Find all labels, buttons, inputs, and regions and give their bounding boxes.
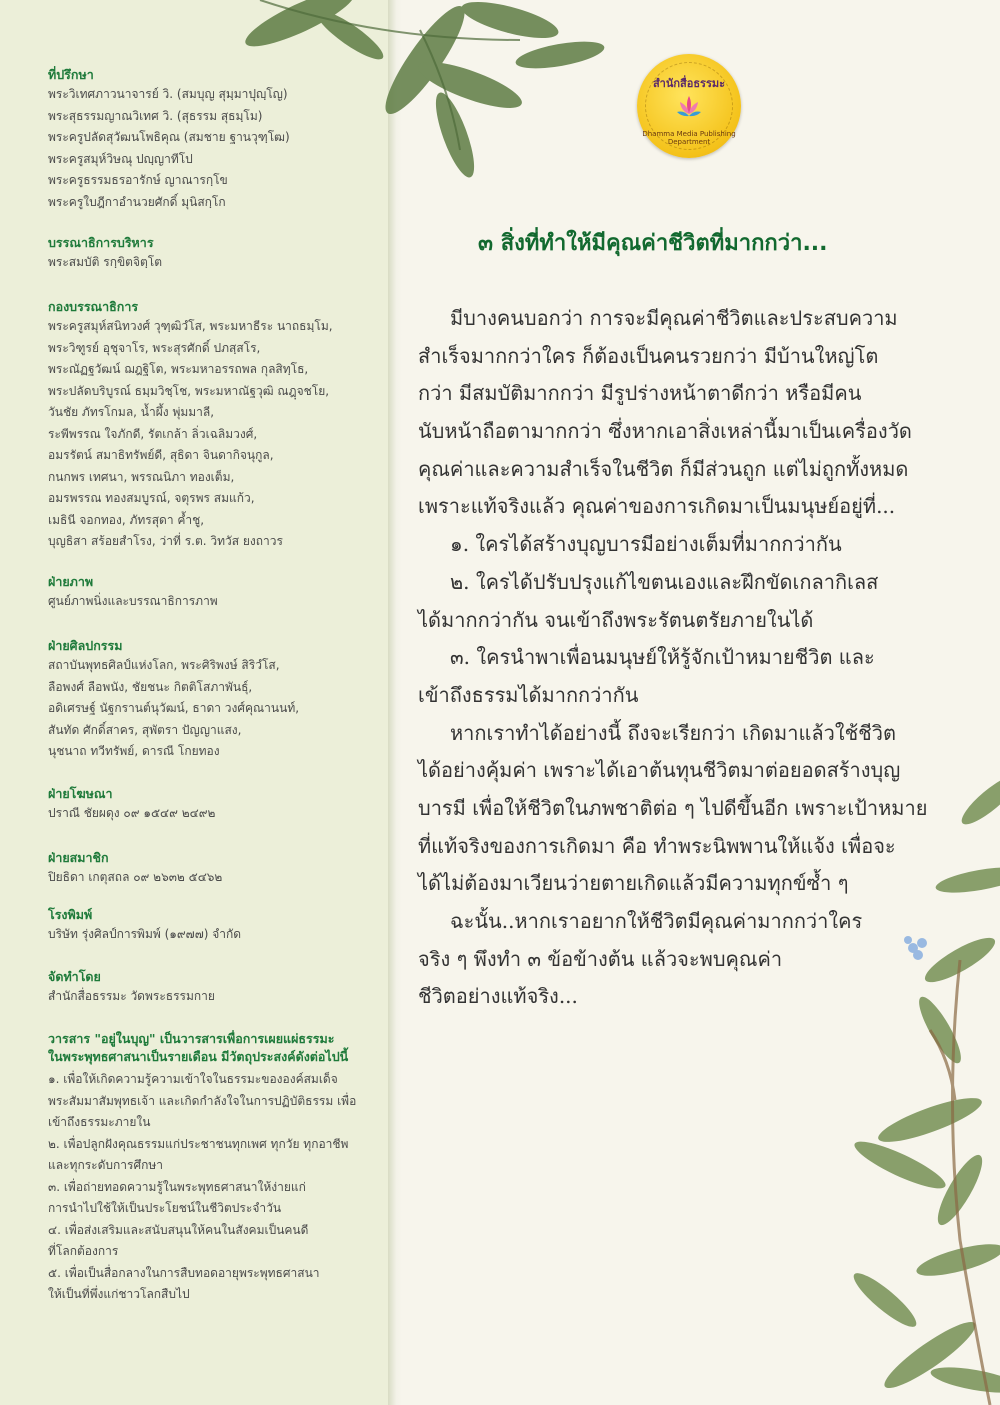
purpose-line: พระสัมมาสัมพุทธเจ้า และเกิดกำลังใจในการปฏิบัติธรรม เพื่อ <box>48 1093 357 1108</box>
publisher-heading: จัดทำโดย <box>48 969 101 984</box>
advisor-line: พระครูใบฎีกาอำนวยศักดิ์ มุนิสกฺโก <box>48 194 226 209</box>
article-line: กว่า มีสมบัติมากกว่า มีรูปร่างหน้าตาดีกว่า หรือมีคน <box>418 381 862 406</box>
article-title: ๓ สิ่งที่ทำให้มีคุณค่าชีวิตที่มากกว่า... <box>478 231 828 256</box>
editorial-line: พระวิฑูรย์ อุชุจาโร, พระสุรศักดิ์ ปภสฺสโร, <box>48 340 261 355</box>
article-line: จริง ๆ พึงทำ ๓ ข้อข้างต้น แล้วจะพบคุณค่า <box>418 946 783 971</box>
purpose-line: ๔. เพื่อส่งเสริมและสนับสนุนให้คนในสังคมเป็นคนดี <box>48 1222 309 1237</box>
purpose-line: ให้เป็นที่พึ่งแก่ชาวโลกสืบไป <box>48 1287 190 1301</box>
article-line: สำเร็จมากกว่าใคร ก็ต้องเป็นคนรวยกว่า มีบ้านใหญ่โต <box>418 343 879 368</box>
advisor-line: พระครูสมุห์วิษณุ ปญฺญาทีโป <box>48 151 193 166</box>
editorial-line: พระปลัดบริบูรณ์ ธมฺมวิชฺโช, พระมหาณัฐวุฒิ ณฎฺจชโย, <box>48 383 330 398</box>
art-line: สถาบันพุทธศิลป์แห่งโลก, พระศิริพงษ์ สิริวํโส, <box>48 658 280 672</box>
advisor-line: พระวิเทศภาวนาจารย์ วิ. (สมบุญ สุมฺมาปุญฺโญ) <box>48 87 288 101</box>
executive-editor-heading: บรรณาธิการบริหาร <box>48 235 154 250</box>
article-line: ชีวิตอย่างแท้จริง... <box>418 984 578 1009</box>
publisher-section <box>48 968 383 1008</box>
purpose-section <box>48 1030 383 1306</box>
purpose-line: ๕. เพื่อเป็นสื่อกลางในการสืบทอดอายุพระพุทธศาสนา <box>48 1265 320 1280</box>
ads-section <box>48 785 383 825</box>
article-line: บารมี เพื่อให้ชีวิตในภพชาติต่อ ๆ ไปดีขึ้นอีก เพราะเป้าหมาย <box>418 795 928 820</box>
purpose-line: ที่โลกต้องการ <box>48 1244 119 1258</box>
advisors-heading: ที่ปรึกษา <box>48 67 94 82</box>
art-line: สันทัด ศักดิ์สาคร, สุพัตรา ปัญญาแสง, <box>48 722 242 737</box>
editorial-line: อมรรัตน์ สมาธิทรัพย์ดี, สุธิดา จินดากิจนุกูล, <box>48 448 274 462</box>
purpose-line: ๓. เพื่อถ่ายทอดความรู้ในพระพุทธศาสนาให้ง่ายแก่ <box>48 1179 306 1194</box>
logo-bottom-text: Dhamma Media Publishing Department <box>642 130 736 146</box>
photo-line: ศูนย์ภาพนิ่งและบรรณาธิการภาพ <box>48 594 218 608</box>
article-line: นับหน้าถือตามากกว่า ซึ่งหากเอาสิ่งเหล่านี้มาเป็นเครื่องวัด <box>418 419 912 444</box>
article-list-item: ๑. ใครได้สร้างบุญบารมีอย่างเต็มที่มากกว่ากัน <box>450 532 842 557</box>
editorial-line: ระพีพรรณ ใจภักดี, รัตเกล้า ลิ่วเฉลิมวงศ์, <box>48 426 258 441</box>
logo-top-text: สำนักสื่อธรรมะ <box>652 77 726 90</box>
purpose-line: การนำไปใช้ให้เป็นประโยชน์ในชีวิตประจำวัน <box>48 1201 282 1215</box>
editorial-line: พระครูสมุห์สนิทวงศ์ วุฑฺฒิวํโส, พระมหาธีระ นาถธมฺโม, <box>48 319 333 333</box>
ads-line: ปราณี ชัยผดุง ๐๙ ๑๕๔๙ ๒๔๙๒ <box>48 806 216 820</box>
article-line: เข้าถึงธรรมได้มากกว่ากัน <box>418 682 639 707</box>
article-line: หากเราทำได้อย่างนี้ ถึงจะเรียกว่า เกิดมาแล้วใช้ชีวิต <box>450 720 896 745</box>
printer-heading: โรงพิมพ์ <box>48 907 93 922</box>
editorial-line: บุญธิสา สร้อยสำโรง, ว่าที่ ร.ต. วิทวัส ยงถาวร <box>48 534 283 548</box>
article-list-item: ๓. ใครนำพาเพื่อนมนุษย์ให้รู้จักเป้าหมายชีวิต และ <box>450 645 875 670</box>
article-line: เพราะแท้จริงแล้ว คุณค่าของการเกิดมาเป็นมนุษย์อยู่ที่... <box>418 494 896 519</box>
article-line: ได้อย่างคุ้มค่า เพราะได้เอาต้นทุนชีวิตมาต่อยอดสร้างบุญ <box>418 758 901 783</box>
lotus-icon <box>674 92 704 122</box>
members-section <box>48 849 383 889</box>
printer-line: บริษัท รุ่งศิลป์การพิมพ์ (๑๙๗๗) จำกัด <box>48 927 242 941</box>
article-line: ได้มากกว่ากัน จนเข้าถึงพระรัตนตรัยภายในได้ <box>418 607 814 632</box>
executive-editor-section <box>48 234 383 274</box>
members-heading: ฝ่ายสมาชิก <box>48 850 109 865</box>
art-heading: ฝ่ายศิลปกรรม <box>48 638 123 653</box>
art-line: นุชนาถ ทวีทรัพย์, ดารณี โกยทอง <box>48 744 220 758</box>
article-line: ได้ไม่ต้องมาเวียนว่ายตายเกิดแล้วมีความทุกข์ซ้ำ ๆ <box>418 871 849 896</box>
purpose-line: ๒. เพื่อปลูกฝังคุณธรรมแก่ประชาชนทุกเพศ ทุกวัย ทุกอาชีพ <box>48 1136 349 1151</box>
purpose-heading: วารสาร "อยู่ในบุญ" เป็นวารสารเพื่อการเผยแผ่ธรรมะ <box>48 1031 335 1046</box>
article-body <box>418 300 930 1016</box>
advisor-line: พระสุธรรมญาณวิเทศ วิ. (สุธรรม สุธมฺโม) <box>48 108 263 123</box>
printer-section <box>48 906 383 946</box>
art-line: อดิเศรษฐ์ นัฐกรานต์นุวัฒน์, ธาดา วงศ์คุณานนท์, <box>48 701 300 715</box>
advisors-section <box>48 66 383 213</box>
purpose-line: เข้าถึงธรรมะภายใน <box>48 1115 151 1129</box>
editorial-line: พระณัฏฐวัฒน์ ฌฎฐิโต, พระมหาอรรถพล กุลสิทฺโธ, <box>48 362 309 376</box>
article-line: ที่แท้จริงของการเกิดมา คือ ทำพระนิพพานให้แจ้ง เพื่อจะ <box>418 833 896 858</box>
article-list-item: ๒. ใครได้ปรับปรุงแก้ไขตนเองและฝึกขัดเกลากิเลส <box>450 569 879 594</box>
purpose-line: ๑. เพื่อให้เกิดความรู้ความเข้าใจในธรรมะขององค์สมเด็จ <box>48 1072 338 1086</box>
art-section <box>48 637 383 763</box>
advisor-line: พระครูปลัดสุวัฒนโพธิคุณ (สมชาย ฐานวุฑฺโฒ) <box>48 130 290 144</box>
editorial-section <box>48 298 383 553</box>
editorial-heading: กองบรรณาธิการ <box>48 299 139 314</box>
executive-editor-name: พระสมบัติ รกฺขิตจิตฺโต <box>48 255 163 269</box>
publisher-line: สำนักสื่อธรรมะ วัดพระธรรมกาย <box>48 989 215 1003</box>
photo-section <box>48 573 383 613</box>
editorial-line: วันชัย ภัทรโกมล, น้ำผึ้ง พุ่มมาลี, <box>48 405 215 419</box>
article-line: มีบางคนบอกว่า การจะมีคุณค่าชีวิตและประสบความ <box>450 306 898 330</box>
publisher-logo <box>637 54 741 158</box>
sidebar-divider <box>388 0 402 1405</box>
advisor-line: พระครูธรรมธรอารักษ์ ญาณารกฺโข <box>48 173 228 187</box>
article-line: ฉะนั้น..หากเราอยากให้ชีวิตมีคุณค่ามากกว่าใคร <box>450 909 863 933</box>
editorial-line: อมรพรรณ ทองสมบูรณ์, จตุรพร สมแก้ว, <box>48 491 255 505</box>
ads-heading: ฝ่ายโฆษณา <box>48 786 113 801</box>
art-line: ลือพงศ์ ลือพนัง, ชัยชนะ กิตติโสภาพันธุ์, <box>48 679 253 694</box>
purpose-heading: ในพระพุทธศาสนาเป็นรายเดือน มีวัตถุประสงค์ดังต่อไปนี้ <box>48 1049 349 1064</box>
members-line: ปิยธิดา เกตุสถล ๐๙ ๒๖๓๒ ๕๔๖๒ <box>48 870 223 884</box>
photo-heading: ฝ่ายภาพ <box>48 574 94 589</box>
editorial-line: กนกพร เทศนา, พรรณนิภา ทองเต็ม, <box>48 469 235 484</box>
purpose-line: และทุกระดับการศึกษา <box>48 1158 163 1172</box>
article-line: คุณค่าและความสำเร็จในชีวิต ก็มีส่วนถูก แต่ไม่ถูกทั้งหมด <box>418 456 909 481</box>
editorial-line: เมธินี จอกทอง, ภัทรสุดา ค้ำชู, <box>48 512 205 527</box>
